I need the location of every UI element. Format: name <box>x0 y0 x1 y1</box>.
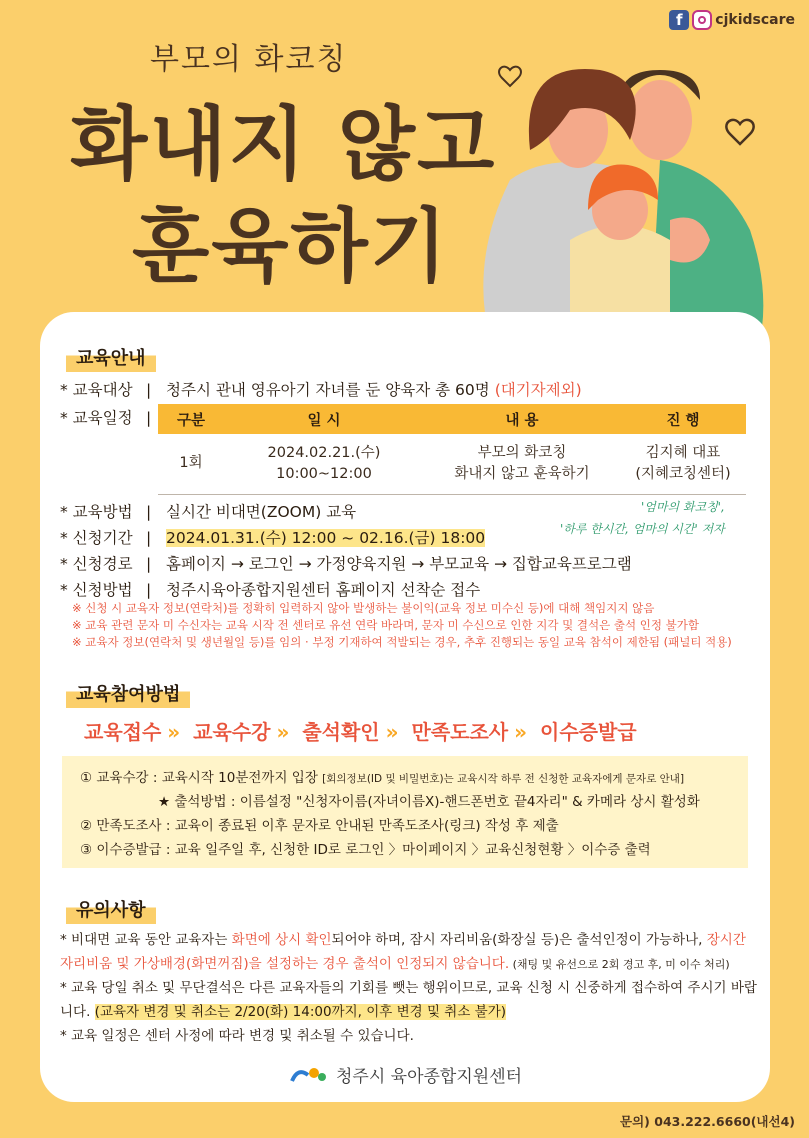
caution-text: * 비대면 교육 동안 교육자는 <box>60 932 232 948</box>
book-note-line2: '하루 한시간, 엄마의 시간' 저자 <box>560 522 725 536</box>
notice-item: ※ 신청 시 교육자 정보(연락처)를 정확히 입력하지 않아 발생하는 불이익(교육 정보 미수신 등)에 대해 책임지지 않음 <box>72 601 655 615</box>
instagram-icon[interactable] <box>692 10 712 30</box>
content-line2: 화내지 않고 훈육하기 <box>454 465 590 482</box>
detail-item-1 <box>80 766 684 786</box>
notice-list <box>72 600 732 651</box>
caution-text: * 교육 당일 취소 및 무단결석은 다른 교육자들의 기회를 뺏는 행위이므로, 교육 신청 시 신중하게 접수하여 주시기 바랍니다. <box>60 980 757 1020</box>
content-line1: 부모의 화코칭 <box>477 444 567 461</box>
org-logo-icon <box>288 1063 328 1087</box>
caution-item-2 <box>60 976 760 1024</box>
double-chevron-icon: » <box>167 720 181 744</box>
step-item: 출석확인 <box>302 720 380 744</box>
caution-highlight: 화면에 상시 확인 <box>231 932 332 948</box>
social-links <box>669 10 795 30</box>
method-row: * 교육방법 | 실시간 비대면(ZOOM) 교육 <box>60 500 356 522</box>
detail-item-1-small: [회의정보(ID 및 비밀번호)는 교육시작 하루 전 신청한 교육자에게 문자로 안내] <box>322 773 685 785</box>
section-title-info: 교육안내 <box>66 342 156 372</box>
schedule-label: * 교육일정 <box>60 409 133 427</box>
date-text: 2024.02.21.(수) <box>267 444 381 461</box>
period-label: * 신청기간 <box>60 529 133 547</box>
facebook-icon[interactable]: f <box>669 10 689 30</box>
period-value: 2024.01.31.(수) 12:00 ~ 02.16.(금) 18:00 <box>166 529 486 547</box>
org-name: 청주시 육아종합지원센터 <box>336 1067 523 1087</box>
poster-title-line1: 화내지 않고 <box>70 98 497 191</box>
participation-steps <box>84 716 637 745</box>
apply-value: 청주시육아종합지원센터 홈페이지 선착순 접수 <box>166 581 481 599</box>
instructor-cell <box>620 434 746 494</box>
instructor-org: (지혜코칭센터) <box>635 465 731 482</box>
caution-item-1 <box>60 928 760 977</box>
caution-text: 되어야 하며, 잠시 자리비움(화장실 등)은 출석인정이 가능하나, <box>331 932 707 948</box>
poster-subtitle: 부모의 화코칭 <box>150 42 348 77</box>
table-header: 진 행 <box>620 404 746 434</box>
caution-highlight: 장시간 자리비움 및 가상배경(화면꺼짐)을 설정하는 경우 출석이 인정되지 않습니다. <box>60 932 746 972</box>
schedule-row: * 교육일정 | <box>60 406 151 428</box>
step-item: 이수증발급 <box>540 720 637 744</box>
content-cell <box>424 434 620 494</box>
detail-item-1-main: ① 교육수강 : 교육시작 10분전까지 입장 <box>80 770 318 786</box>
contact-info: 문의) 043.222.6660(내선4) <box>620 1114 795 1129</box>
double-chevron-icon: » <box>385 720 399 744</box>
double-chevron-icon: » <box>514 720 528 744</box>
poster-title-line2: 훈육하기 <box>132 200 450 293</box>
apply-label: * 신청방법 <box>60 581 133 599</box>
table-header: 일 시 <box>224 404 424 434</box>
detail-item-2: ② 만족도조사 : 교육이 종료된 이후 문자로 안내된 만족도조사(링크) 작성 후 제출 <box>80 818 559 834</box>
step-item: 교육수강 <box>193 720 271 744</box>
heart-icon <box>499 67 521 86</box>
section-title-caution: 유의사항 <box>66 894 156 924</box>
notice-item: ※ 교육자 정보(연락처 및 생년월일 등)를 임의 · 부정 기재하여 적발되는 경우, 추후 진행되는 동일 교육 참석이 제한됨 (패널티 적용) <box>72 635 732 649</box>
method-value: 실시간 비대면(ZOOM) 교육 <box>166 503 357 521</box>
step-item: 만족도조사 <box>411 720 509 744</box>
attendance-method: ★ 출석방법 : 이름설정 "신청자이름(자녀이름X)-핸드폰번호 끝4자리" & 카메라 상시 활성화 <box>158 794 700 810</box>
target-row: * 교육대상 | 청주시 관내 영유아기 자녀를 둔 양육자 총 60명 (대기자제외) <box>60 378 582 400</box>
book-note <box>560 496 725 540</box>
org-logo <box>288 1062 522 1087</box>
route-value: 홈페이지 → 로그인 → 가정양육지원 → 부모교육 → 집합교육프로그램 <box>166 555 632 573</box>
target-value: 청주시 관내 영유아기 자녀를 둔 양육자 총 60명 <box>166 381 490 399</box>
section-title-participation: 교육참여방법 <box>66 678 190 708</box>
caution-small: (채팅 및 유선으로 2회 경고 후, 미 이수 처리) <box>509 958 730 971</box>
heart-icon-right <box>726 120 753 144</box>
book-note-line1: '엄마의 화코칭', <box>641 500 725 514</box>
route-row: * 신청경로 | 홈페이지 → 로그인 → 가정양육지원 → 부모교육 → 집합교육프로그램 <box>60 552 632 574</box>
table-header: 내 용 <box>424 404 620 434</box>
apply-row: * 신청방법 | 청주시육아종합지원센터 홈페이지 선착순 접수 <box>60 578 480 600</box>
schedule-table <box>158 404 746 495</box>
step-item: 교육접수 <box>84 720 162 744</box>
family-hug-illustration <box>470 40 790 340</box>
notice-item: ※ 교육 관련 문자 미 수신자는 교육 시작 전 센터로 유선 연락 바라며, 문자 미 수신으로 인한 지각 및 결석은 출석 인정 불가함 <box>72 618 699 632</box>
caution-highlight: (교육자 변경 및 취소는 2/20(화) 14:00까지, 이후 변경 및 취소 불가) <box>94 1004 507 1020</box>
table-header: 구분 <box>158 404 224 434</box>
method-label: * 교육방법 <box>60 503 133 521</box>
instructor-name: 김지혜 대표 <box>645 444 721 461</box>
session-cell: 1회 <box>158 434 224 494</box>
datetime-cell <box>224 434 424 494</box>
route-label: * 신청경로 <box>60 555 133 573</box>
table-row <box>158 434 746 494</box>
participation-detail-box <box>62 756 748 868</box>
target-label: * 교육대상 <box>60 381 133 399</box>
detail-item-3: ③ 이수증발급 : 교육 일주일 후, 신청한 ID로 로그인 〉마이페이지 〉교육신청현황 〉이수증 출력 <box>80 842 651 858</box>
social-handle: cjkidscare <box>715 12 795 28</box>
double-chevron-icon: » <box>276 720 290 744</box>
caution-item-3: * 교육 일정은 센터 사정에 따라 변경 및 취소될 수 있습니다. <box>60 1028 414 1044</box>
target-note: (대기자제외) <box>494 381 582 399</box>
time-text: 10:00~12:00 <box>276 465 372 482</box>
period-row: * 신청기간 | 2024.01.31.(수) 12:00 ~ 02.16.(금) 18:00 <box>60 526 485 548</box>
